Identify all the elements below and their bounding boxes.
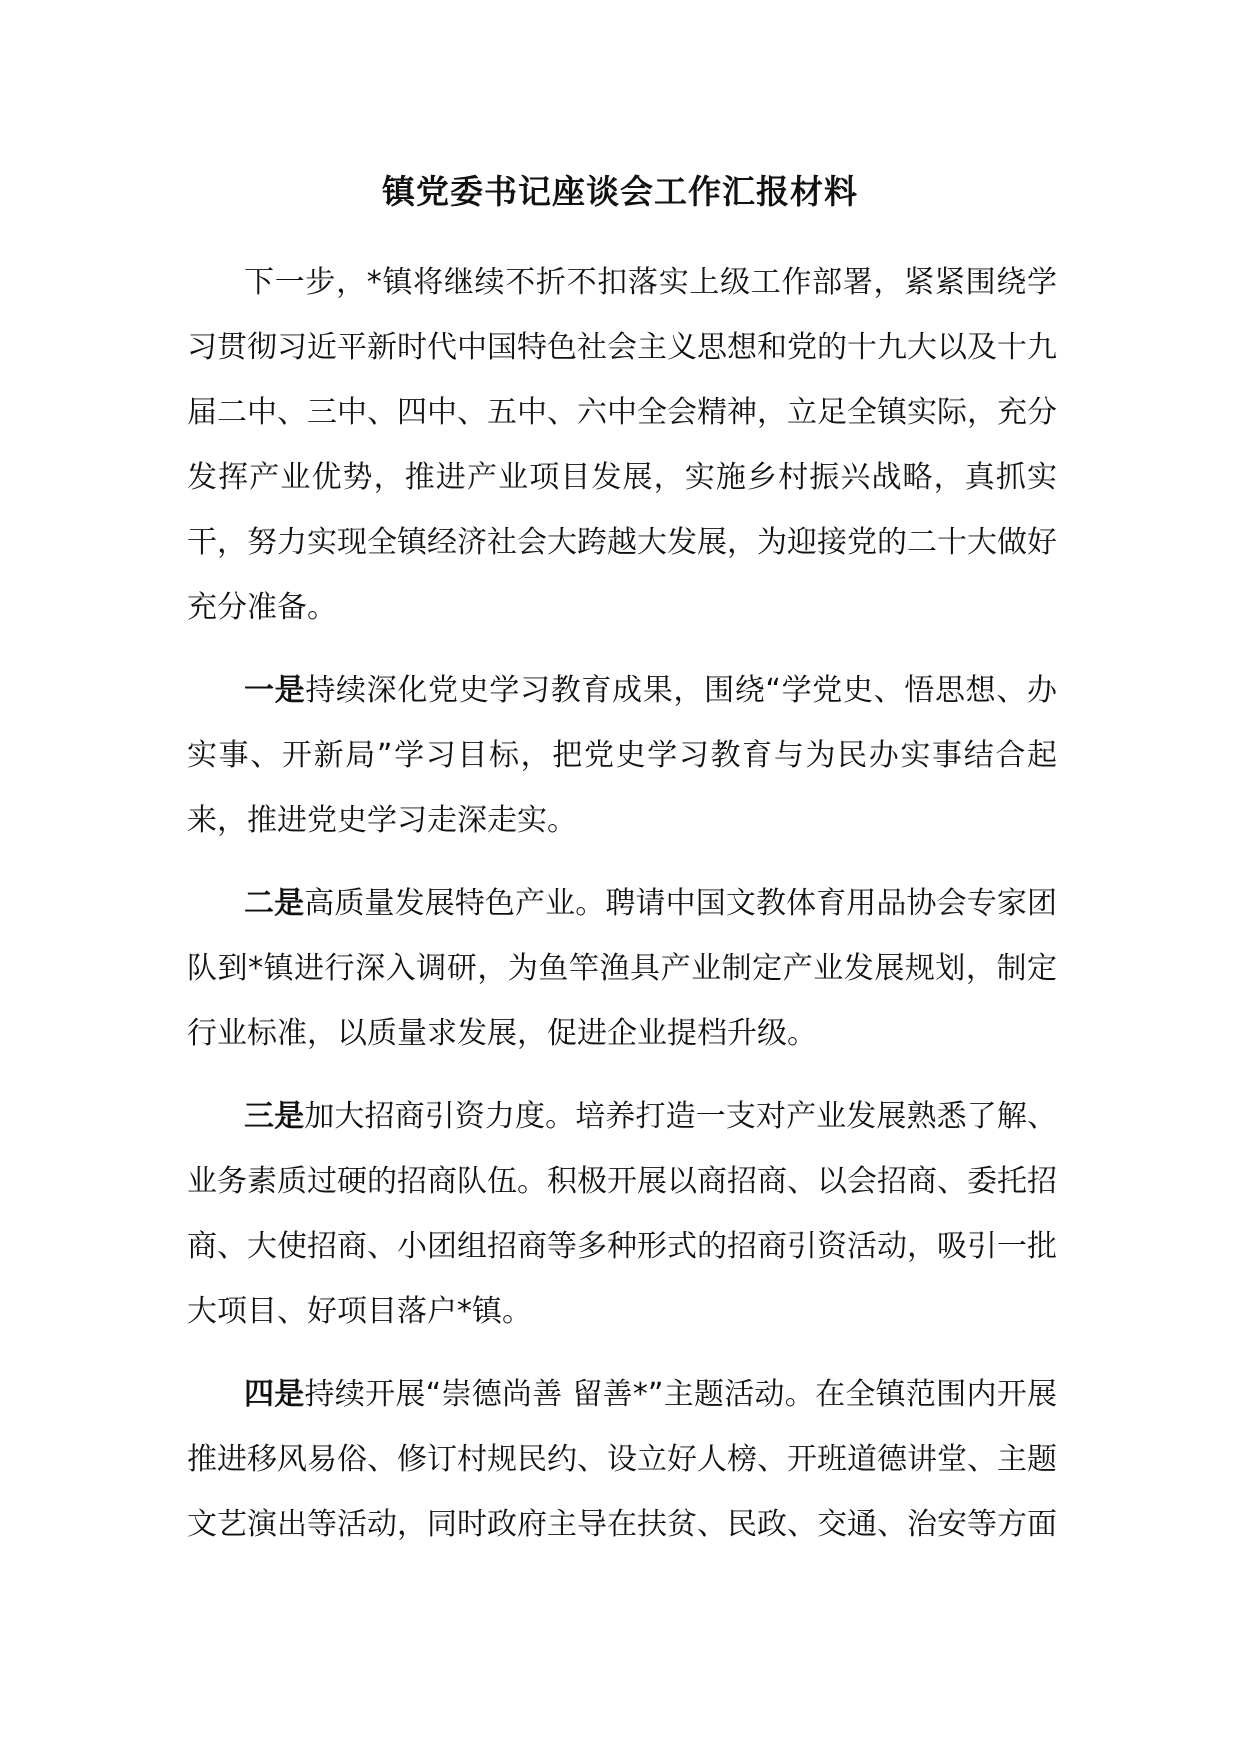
document-title: 镇党委书记座谈会工作汇报材料	[382, 172, 858, 211]
item-paragraph-3	[187, 1084, 1057, 1344]
item-paragraph-4	[187, 1362, 1057, 1557]
intro-paragraph: 下一步，*镇将继续不折不扣落实上级工作部署，紧紧围绕学习贯彻习近平新时代中国特色社会主义思想和党的十九大以及十九届二中、三中、四中、五中、六中全会精神，立足全镇实际，充分发挥产业优势，推进产业项目发展，实施乡村振兴战略，真抓实干，努力实现全镇经济社会大跨越大发展，为迎接党的二十大做好充分准备。	[187, 265, 1057, 625]
item-paragraph-2	[187, 871, 1057, 1066]
item-lead: 二是	[244, 886, 305, 921]
item-lead: 四是	[244, 1377, 305, 1412]
item-text: 加大招商引资力度。培养打造一支对产业发展熟悉了解、业务素质过硬的招商队伍。积极开展以商招商、以会招商、委托招商、大使招商、小团组招商等多种形式的招商引资活动，吸引一批大项目、好项目落户*镇。	[187, 1099, 1058, 1329]
document-body	[187, 250, 1057, 1575]
item-paragraph-1	[187, 658, 1057, 853]
item-lead: 三是	[244, 1099, 305, 1134]
item-lead: 一是	[244, 673, 306, 708]
item-text: 持续深化党史学习教育成果，围绕“学党史、悟思想、办实事、开新局”学习目标，把党史学习教育与为民办实事结合起来，推进党史学习走深走实。	[187, 673, 1057, 838]
item-text: 持续开展“崇德尚善 留善*”主题活动。在全镇范围内开展推进移风易俗、修订村规民约、设立好人榜、开班道德讲堂、主题文艺演出等活动，同时政府主导在扶贫、民政、交通、治安等方面	[187, 1377, 1057, 1542]
item-text: 高质量发展特色产业。聘请中国文教体育用品协会专家团队到*镇进行深入调研，为鱼竿渔具产业制定产业发展规划，制定行业标准，以质量求发展，促进企业提档升级。	[187, 886, 1058, 1051]
